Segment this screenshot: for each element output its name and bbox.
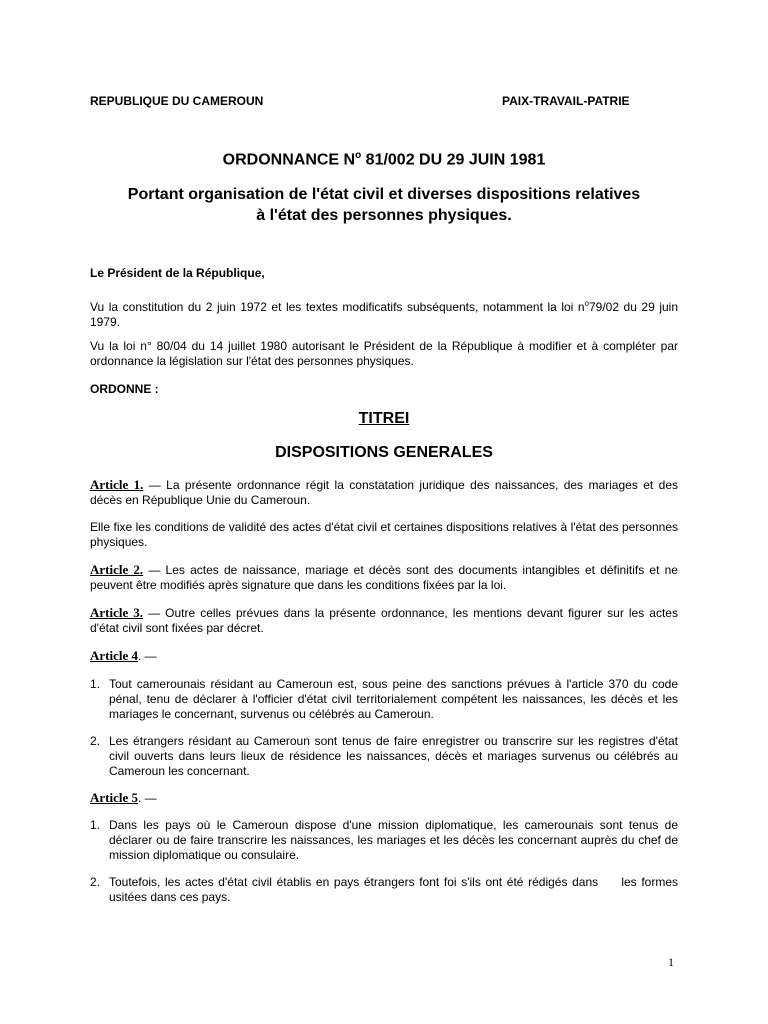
header-republic: REPUBLIQUE DU CAMEROUN bbox=[90, 94, 264, 108]
article-2: Article 2. — Les actes de naissance, mariage et décès sont des documents intangibles et définitifs et ne peuvent être modifiés après signature que dans les conditions fixées par la loi. bbox=[90, 562, 678, 592]
header-motto: PAIX-TRAVAIL-PATRIE bbox=[502, 94, 630, 108]
article-3-label: Article 3. bbox=[90, 605, 143, 620]
article-1-label: Article 1. bbox=[90, 477, 144, 492]
article-2-label: Article 2. bbox=[90, 562, 144, 577]
president-line: Le Président de la République, bbox=[90, 266, 265, 280]
ordonne-label: ORDONNE : bbox=[90, 382, 159, 396]
article-5-item-1: 1. Dans les pays où le Cameroun dispose d'une mission diplomatique, les camerounais sont tenus de déclarer ou de faire transcrire les naissances, les mariages et les décès les concernant auprès du chef de mission diplomatique ou consulaire. bbox=[90, 818, 678, 862]
section-heading: DISPOSITIONS GENERALES bbox=[275, 444, 493, 461]
article-5-item-2: 2. Toutefois, les actes d'état civil établis en pays étrangers font foi s'ils ont été rédigés dans les formes usitées dans ces pays. bbox=[90, 875, 682, 904]
document-title: ORDONNANCE $N^o$ 81/002 DU 29 JUIN 1981 bbox=[222, 150, 546, 169]
document-subtitle: Portant organisation de l'état civil et diverses dispositions relatives à l'état des personnes physiques. bbox=[127, 186, 641, 224]
article-1: Article 1. — La présente ordonnance régit la constatation juridique des naissances, des mariages et des décès en République Unie du Cameroun. bbox=[90, 477, 678, 507]
page-number: 1 bbox=[668, 955, 674, 969]
article-3: Article 3. — Outre celles prévues dans la présente ordonnance, les mentions devant figurer sur les actes d'état civil sont fixées par décret. bbox=[90, 605, 678, 635]
article-5-heading: Article 5. — bbox=[90, 790, 157, 805]
article-1-paragraph-2: Elle fixe les conditions de validité des actes d'état civil et certaines dispositions relatives à l'état des personnes physiques. bbox=[90, 520, 678, 549]
article-4-heading: Article 4. — bbox=[90, 648, 157, 663]
article-4-item-2: 2. Les étrangers résidant au Cameroun sont tenus de faire enregistrer ou transcrire sur les registres d'état civil ouverts dans leurs lieux de résidence les naissances, décès et mariages survenus ou célébrés au Cameroun les concernant. bbox=[90, 734, 678, 778]
article-4-item-1: 1. Tout camerounais résidant au Cameroun est, sous peine des sanctions prévues à l'article 370 du code pénal, tenu de déclarer à l'officier d'état civil territorialement compétent les naissances, les décès et les mariages le concernant, survenus ou célébrés au Cameroun. bbox=[90, 677, 678, 721]
vu-loi: Vu la loi n° 80/04 du 14 juillet 1980 autorisant le Président de la République à modifier et à compléter par ordonnance la législation sur l'état des personnes physiques. bbox=[90, 339, 678, 368]
vu-constitution: Vu la constitution du 2 juin 1972 et les textes modificatifs subséquents, notamment la loi $n^o79/02$ du 29 juin 1979. bbox=[90, 299, 678, 329]
titre-label: TITREI bbox=[358, 410, 410, 427]
